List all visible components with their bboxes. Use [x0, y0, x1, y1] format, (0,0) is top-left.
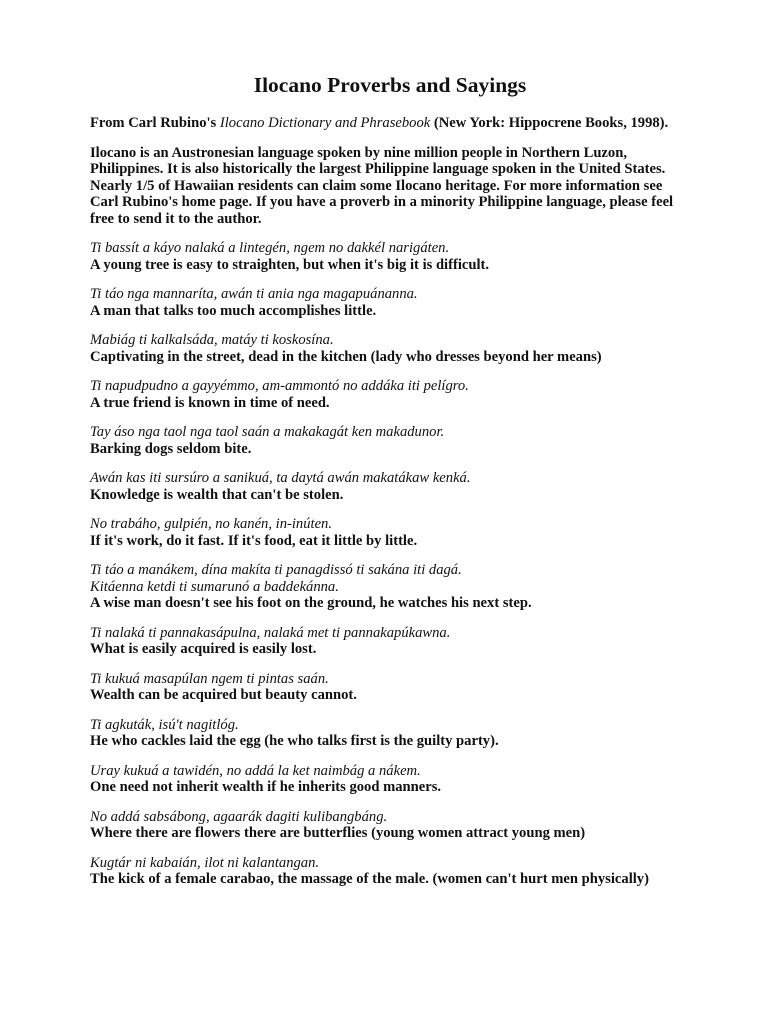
proverb-item: [90, 763, 690, 796]
proverb-translation: If it's work, do it fast. If it's food, eat it little by little.: [90, 532, 418, 549]
proverb-translation: What is easily acquired is easily lost.: [90, 641, 317, 657]
proverb-item: [90, 717, 690, 750]
proverb-translation: A true friend is known in time of need.: [90, 394, 330, 411]
proverb-translation: He who cackles laid the egg (he who talks first is the guilty party).: [90, 733, 499, 749]
proverb-original: Ti táo nga mannaríta, awán ti ania nga magapuánanna.: [90, 286, 418, 302]
proverb-translation: One need not inherit wealth if he inherits good manners.: [90, 779, 442, 795]
proverb-item: [90, 470, 690, 503]
source-prefix: From Carl Rubino's: [90, 115, 220, 131]
proverb-translation: Knowledge is wealth that can't be stolen.: [90, 486, 344, 503]
source-citation: [90, 115, 690, 132]
proverb-original: No addá sabsábong, agaarák dagiti kulibangbáng.: [90, 808, 388, 825]
source-suffix: (New York: Hippocrene Books, 1998).: [430, 115, 669, 131]
proverb-original: Tay áso nga taol nga taol saán a makakagát ken makadunor.: [90, 424, 445, 440]
proverb-item: [90, 240, 690, 273]
proverb-translation: The kick of a female carabao, the massage of the male. (women can't hurt men physically): [90, 871, 649, 887]
proverb-item: [90, 625, 690, 658]
page-title: Ilocano Proverbs and Sayings: [253, 73, 527, 97]
proverb-original: Ti táo a manákem, dína makíta ti panagdissó ti sakána iti dagá. Kitáenna ketdi ti sumarunó a baddekánna.: [90, 562, 462, 595]
proverb-translation: Captivating in the street, dead in the kitchen (lady who dresses beyond her means): [90, 348, 602, 365]
proverb-translation: Wealth can be acquired but beauty cannot.: [90, 687, 357, 703]
proverb-item: [90, 424, 690, 457]
proverb-item: [90, 809, 690, 842]
proverb-item: [90, 378, 690, 411]
source-book-title: Ilocano Dictionary and Phrasebook: [219, 115, 431, 131]
proverb-translation: A young tree is easy to straighten, but when it's big it is difficult.: [90, 256, 490, 273]
proverb-item: [90, 332, 690, 365]
proverb-item: [90, 286, 690, 319]
proverb-item: [90, 855, 690, 888]
intro-paragraph: Ilocano is an Austronesian language spoken by nine million people in Northern Luzon, Philippines. It is also historically the largest Philippine language spoken in the United States. Nearly 1/5 of Hawaiian residents can claim some Ilocano heritage. For more information see Carl Rubino's home page. If you have a proverb in a minority Philippine language, please feel free to send it to the author.: [90, 144, 674, 227]
proverb-original: Uray kukuá a tawidén, no addá la ket naimbág a nákem.: [90, 762, 421, 779]
proverb-original: Ti napudpudno a gayyémmo, am-ammontó no addáka iti pelígro.: [90, 378, 469, 394]
proverb-original: Mabiág ti kalkalsáda, matáy ti koskosína.: [90, 332, 334, 348]
proverb-translation: Barking dogs seldom bite.: [90, 440, 252, 457]
document-page: [90, 72, 690, 901]
proverb-original: Kugtár ni kabaián, ilot ni kalantangan.: [90, 854, 320, 871]
proverb-item: [90, 516, 690, 549]
proverb-original: Ti agkuták, isú't nagitlóg.: [90, 716, 239, 733]
proverb-translation: A wise man doesn't see his foot on the ground, he watches his next step.: [90, 595, 532, 611]
proverb-translation: Where there are flowers there are butterflies (young women attract young men): [90, 825, 586, 841]
proverb-translation: A man that talks too much accomplishes little.: [90, 302, 377, 319]
proverb-original: Ti kukuá masapúlan ngem ti pintas saán.: [90, 670, 329, 687]
proverb-original: Ti bassít a káyo nalaká a lintegén, ngem no dakkél narigáten.: [90, 240, 450, 256]
proverb-item: [90, 671, 690, 704]
proverb-item: [90, 562, 690, 612]
proverb-original: No trabáho, gulpién, no kanén, in-inúten.: [90, 516, 332, 532]
proverb-list: [90, 240, 690, 888]
proverb-original: Awán kas iti sursúro a sanikuá, ta daytá awán makatákaw kenká.: [90, 470, 471, 486]
proverb-original: Ti nalaká ti pannakasápulna, nalaká met ti pannakapúkawna.: [90, 624, 451, 641]
